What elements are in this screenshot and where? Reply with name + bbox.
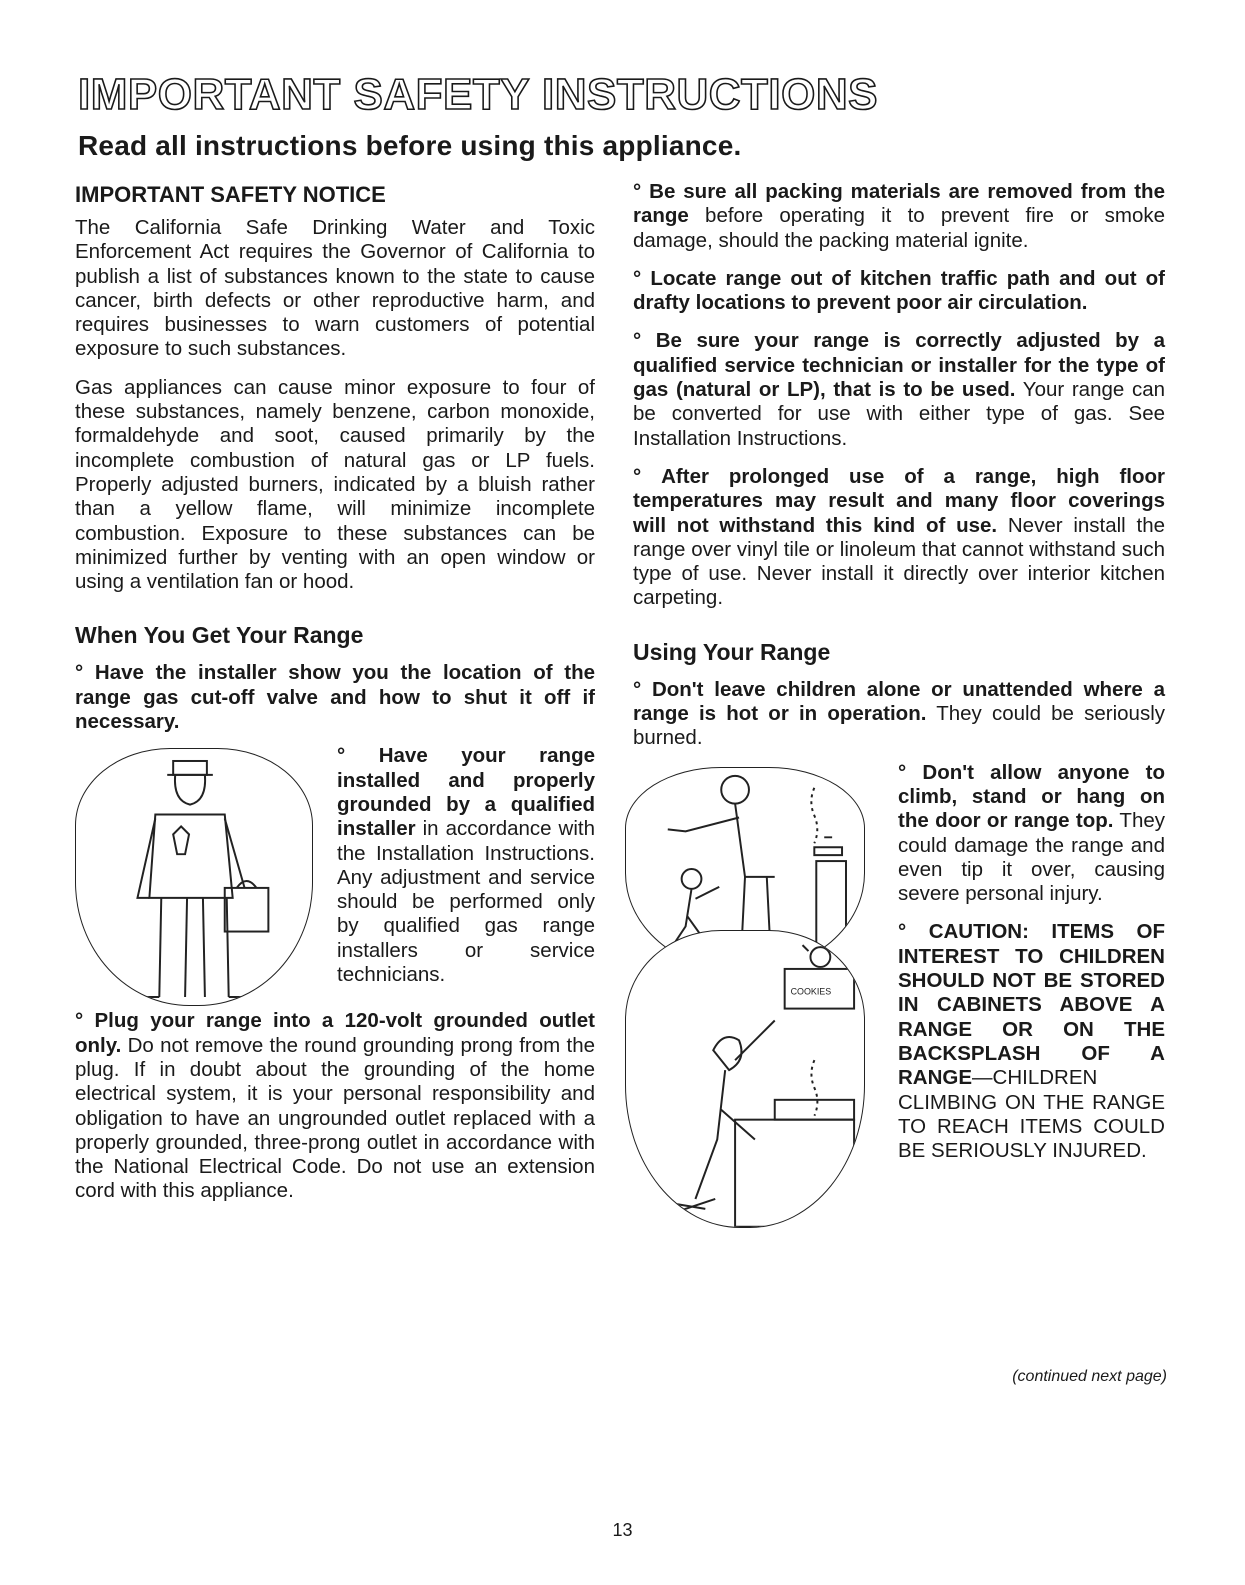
installer-drawing <box>76 749 312 1005</box>
get-range-heading: When You Get Your Range <box>75 622 364 649</box>
left-column <box>75 180 595 1204</box>
caution-item <box>898 916 1165 1163</box>
climb-bold: Don't allow anyone to climb, stand or hang on the door or range top. <box>898 760 1165 833</box>
plug-bold: Plug your range into a 120-volt grounded outlet only. <box>75 1009 595 1057</box>
packing-rest: before operating it to prevent fire or smoke damage, should the packing material ignite. <box>633 204 1165 252</box>
caution-rest: —CHILDREN CLIMBING ON THE RANGE TO REACH ITEMS COULD BE SERIOUSLY INJURED. <box>898 1066 1165 1163</box>
notice-paragraph-2: Gas appliances can cause minor exposure to four of these substances, namely benzene, carbon monoxide, formaldehyde and soot, caused primarily by the incomplete combustion of natural gas or LP fuels. Properly adjusted burners, indicated by a bluish rather than a yellow flame, will minimize incomplete combustion. Exposure to these substances can be minimized further by venting with an open window or using a ventilation fan or hood. <box>75 375 595 594</box>
adjust-rest: Your range can be converted for use with either type of gas. See Installation Instructions. <box>633 378 1165 450</box>
caution-figure-row <box>633 916 1165 1163</box>
plug-rest: Do not remove the round grounding prong from the plug. If in doubt about the grounding of the home electrical system, it is your personal responsibility and obligation to have an ungrounded outlet replaced with a properly grounded, three-prong outlet in accordance with the National Electrical Code. Do not use an extension cord with this appliance. <box>75 1033 595 1203</box>
adjust-bold: Be sure your range is correctly adjusted by a qualified service technician or installer for the type of gas (natural or LP), that is to be used. <box>633 329 1165 402</box>
notice-heading: IMPORTANT SAFETY NOTICE <box>75 182 386 207</box>
page-number: 13 <box>612 1520 633 1540</box>
caution-bold: CAUTION: ITEMS OF INTEREST TO CHILDREN SHOULD NOT BE STORED IN CABINETS ABOVE A RANGE OR ON THE BACKSPLASH OF A RANGE <box>898 920 1165 1090</box>
using-range-heading: Using Your Range <box>633 638 831 665</box>
floor-item <box>633 465 1165 611</box>
children-item <box>633 678 1165 751</box>
child-climbing-drawing <box>626 931 864 1227</box>
locate-item <box>633 267 1165 316</box>
locate-bold: Locate range out of kitchen traffic path and out of drafty locations to prevent poor air circulation. <box>633 266 1165 315</box>
packing-item <box>633 180 1165 253</box>
installer-illustration <box>75 748 313 1006</box>
installed-item <box>337 744 595 987</box>
installed-bold: Have your range installed and properly grounded by a qualified installer <box>337 744 595 841</box>
floor-bold: After prolonged use of a range, high floor temperatures may result and many floor coverings will not withstand this kind of use. <box>633 464 1165 537</box>
installed-rest: in accordance with the Installation Instructions. Any adjustment and service should be performed only by qualified gas range installers or service technicians. <box>337 817 595 987</box>
climb-figure-row <box>633 761 1165 907</box>
child-climbing-illustration <box>625 930 865 1228</box>
installer-item <box>75 661 595 734</box>
continued-note: (continued next page) <box>1012 1368 1167 1385</box>
installer-text: Have the installer show you the location of the range gas cut-off valve and how to shut it off if necessary. <box>75 661 595 734</box>
children-rest: They could be seriously burned. <box>633 702 1166 750</box>
page-title: IMPORTANT SAFETY INSTRUCTIONS <box>78 70 878 119</box>
cookie-jar-label: COOKIES <box>790 987 832 998</box>
installer-figure-row <box>75 744 595 987</box>
floor-rest: Never install the range over vinyl tile or linoleum that cannot withstand such type of use. Never install it directly over interior kitchen carpeting. <box>633 513 1165 610</box>
plug-item <box>75 1009 595 1203</box>
notice-paragraph-1: The California Safe Drinking Water and Toxic Enforcement Act requires the Governor of California to publish a list of substances known to the state to cause cancer, birth defects or other reproductive harm, and requires businesses to warn customers of potential exposure to such substances. <box>75 216 595 361</box>
children-bold: Don't leave children alone or unattended where a range is hot or in operation. <box>633 677 1165 726</box>
right-column <box>633 180 1165 1163</box>
climb-item <box>898 761 1165 907</box>
page-subtitle: Read all instructions before using this appliance. <box>78 130 742 161</box>
packing-bold: Be sure all packing materials are removed from the range <box>633 180 1165 228</box>
climb-rest: They could damage the range and even tip it over, causing severe personal injury. <box>898 809 1165 906</box>
adjust-item <box>633 329 1165 450</box>
